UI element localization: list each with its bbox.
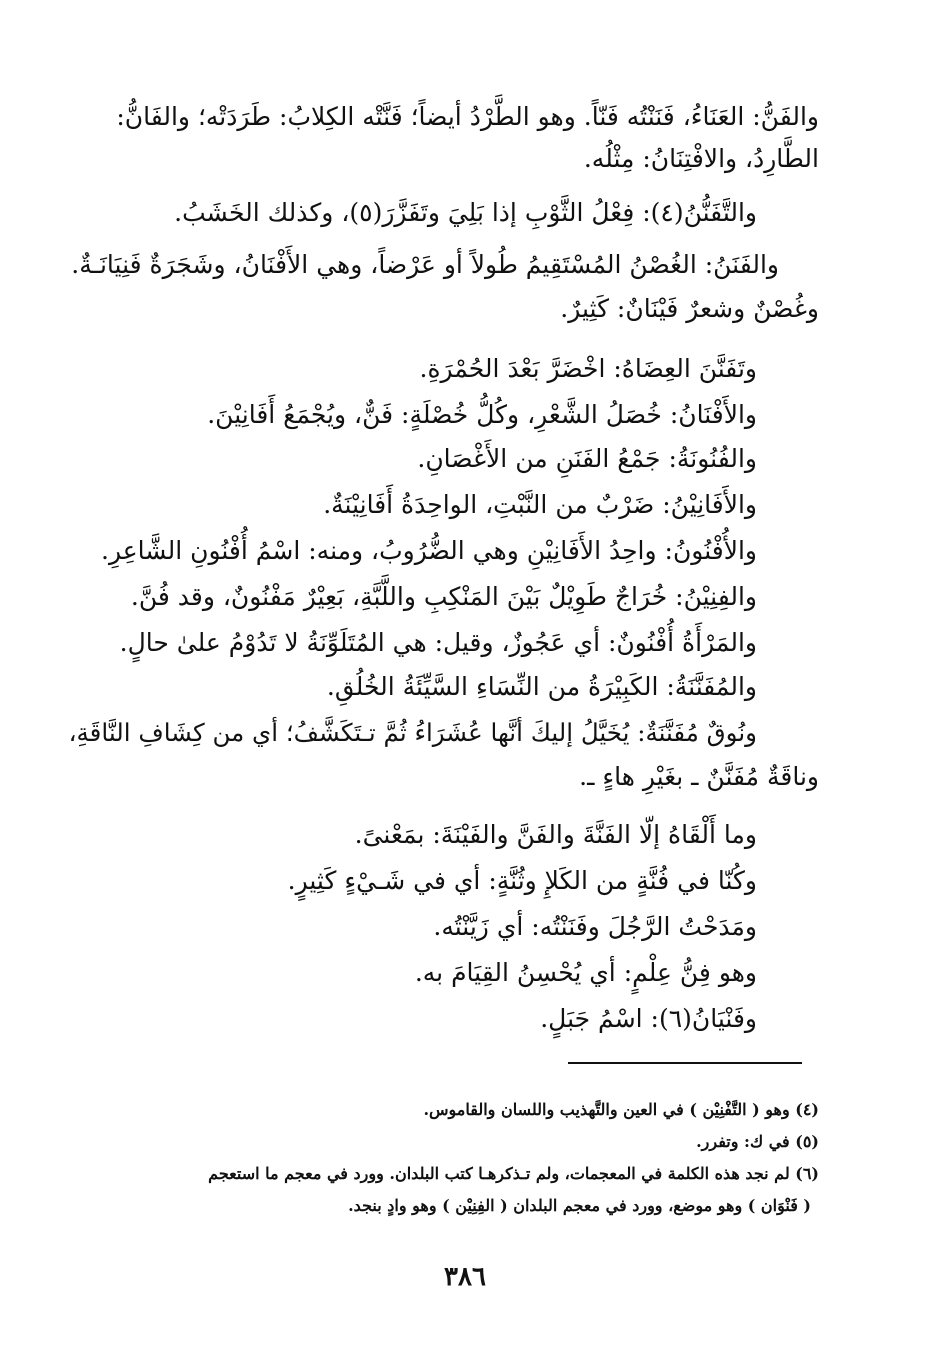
text-line: والأُفْنُونُ: واحِدُ الأَفَانِيْنِ وهي الضُّرُوبُ، ومنه: اسْمُ أُفْنُونِ الشَّاعِرِ.	[101, 536, 757, 565]
text-line: والفُنُونَةُ: جَمْعُ الفَنَنِ من الأَغْصَانِ.	[417, 444, 757, 473]
text-line: وكُنّا في فُنَّةٍ من الكَلإِ وثُنَّةٍ: أي في شَـيْءٍ كَثِيرٍ.	[287, 866, 757, 895]
text-line: وغُصْنٌ وشعرٌ فَيْنَانٌ: كَثِيرٌ.	[560, 294, 819, 323]
text-line: والفَنُّ: العَنَاءُ، فَنَنْتُه فَنّاً. وهو الطَّرْدُ أيضاً؛ فَنَّتْه الكِلابُ: طَرَدَتْه؛ والفَانُّ:	[116, 102, 819, 131]
text-line: وفَنْيَانُ(٦): اسْمُ جَبَلٍ.	[540, 1004, 757, 1033]
footnote-separator	[568, 1062, 802, 1064]
text-line: والمُفَنَّنَةُ: الكَبِيْرَةُ من النِّسَاءِ السَّيِّئَةُ الخُلُقِ.	[326, 672, 757, 701]
footnote: (٥) في ك: وتفرر.	[696, 1132, 819, 1151]
footnote: (٦) لم نجد هذه الكلمة في المعجمات، ولم تـذكرهـا كتب البلدان. وورد في معجم ما استعجم	[208, 1164, 819, 1183]
text-line: والمَرْأَةُ أُفْنُونٌ: أي عَجُوزٌ، وقيل: هي المُتَلَوِّنَةُ لا تَدُوْمُ علىٰ حالٍ.	[119, 628, 757, 657]
page-number: ٣٨٦	[444, 1262, 486, 1292]
text-line: وناقَةٌ مُفَنَّنٌ ـ بغَيْرِ هاءٍ ـ.	[579, 762, 819, 791]
text-line: والأَفْنَانُ: خُصَلُ الشَّعْرِ، وكُلُّ خُصْلَةٍ: فَنٌّ، ويُجْمَعُ أَفَانِيْنَ.	[207, 400, 757, 429]
text-line: والأَفَانِيْنُ: ضَرْبٌ من النَّبْتِ، الواحِدَةُ أَفَانِيْنَةٌ.	[323, 490, 757, 519]
text-line: وهو فِنُّ عِلْمٍ: أي يُحْسِنُ القِيَامَ به.	[414, 958, 757, 987]
footnote: (٤) وهو ( التَّفْنِيْن ) في العين والتَّهذيب واللسان والقاموس.	[423, 1100, 819, 1119]
text-line: والفَنَنُ: الغُصْنُ المُسْتَقِيمُ طُولاً أو عَرْضاً، وهي الأَفْنَانُ، وشَجَرَةٌ فَنِيَانَـةٌ.	[71, 250, 779, 279]
text-line: والتَّفَنُّنُ(٤): فِعْلُ الثَّوْبِ إذا بَلِيَ وتَفَزَّرَ(٥)، وكذلك الخَشَبُ.	[174, 198, 757, 227]
text-line: الطَّارِدُ، والافْتِنَانُ: مِثْلُه.	[583, 144, 819, 173]
text-line: والفِنِيْنُ: خُرَاجٌ طَوِيْلٌ بَيْنَ المَنْكِبِ واللَّبَّةِ، بَعِيْرٌ مَفْنُونٌ، وقد فُنَّ.	[130, 582, 757, 611]
text-line: ومَدَحْتُ الرَّجُلَ وفَنَنْتُه: أي زَيَّنْتُه.	[433, 912, 757, 941]
footnote-continuation: ( فَنْوَان ) وهو موضع، وورد في معجم البلدان ( الفِنِيْن ) وهو وادٍ بنجد.	[348, 1196, 811, 1215]
text-line: ونُوقٌ مُفَنَّنَةٌ: يُخَيَّلُ إليكَ أنَّها عُشَرَاءُ ثُمَّ تـتَكَشَّفُ؛ أي من كِشَافِ النَّاقَةِ،	[68, 718, 757, 747]
text-line: وتَفَنَّنَ العِضَاهُ: اخْضَرَّ بَعْدَ الحُمْرَةِ.	[419, 354, 757, 383]
text-line: وما أَلْقَاهُ إلّا الفَنَّةَ والفَنَّ والفَيْنَةَ: بمَعْنىً.	[354, 820, 757, 849]
